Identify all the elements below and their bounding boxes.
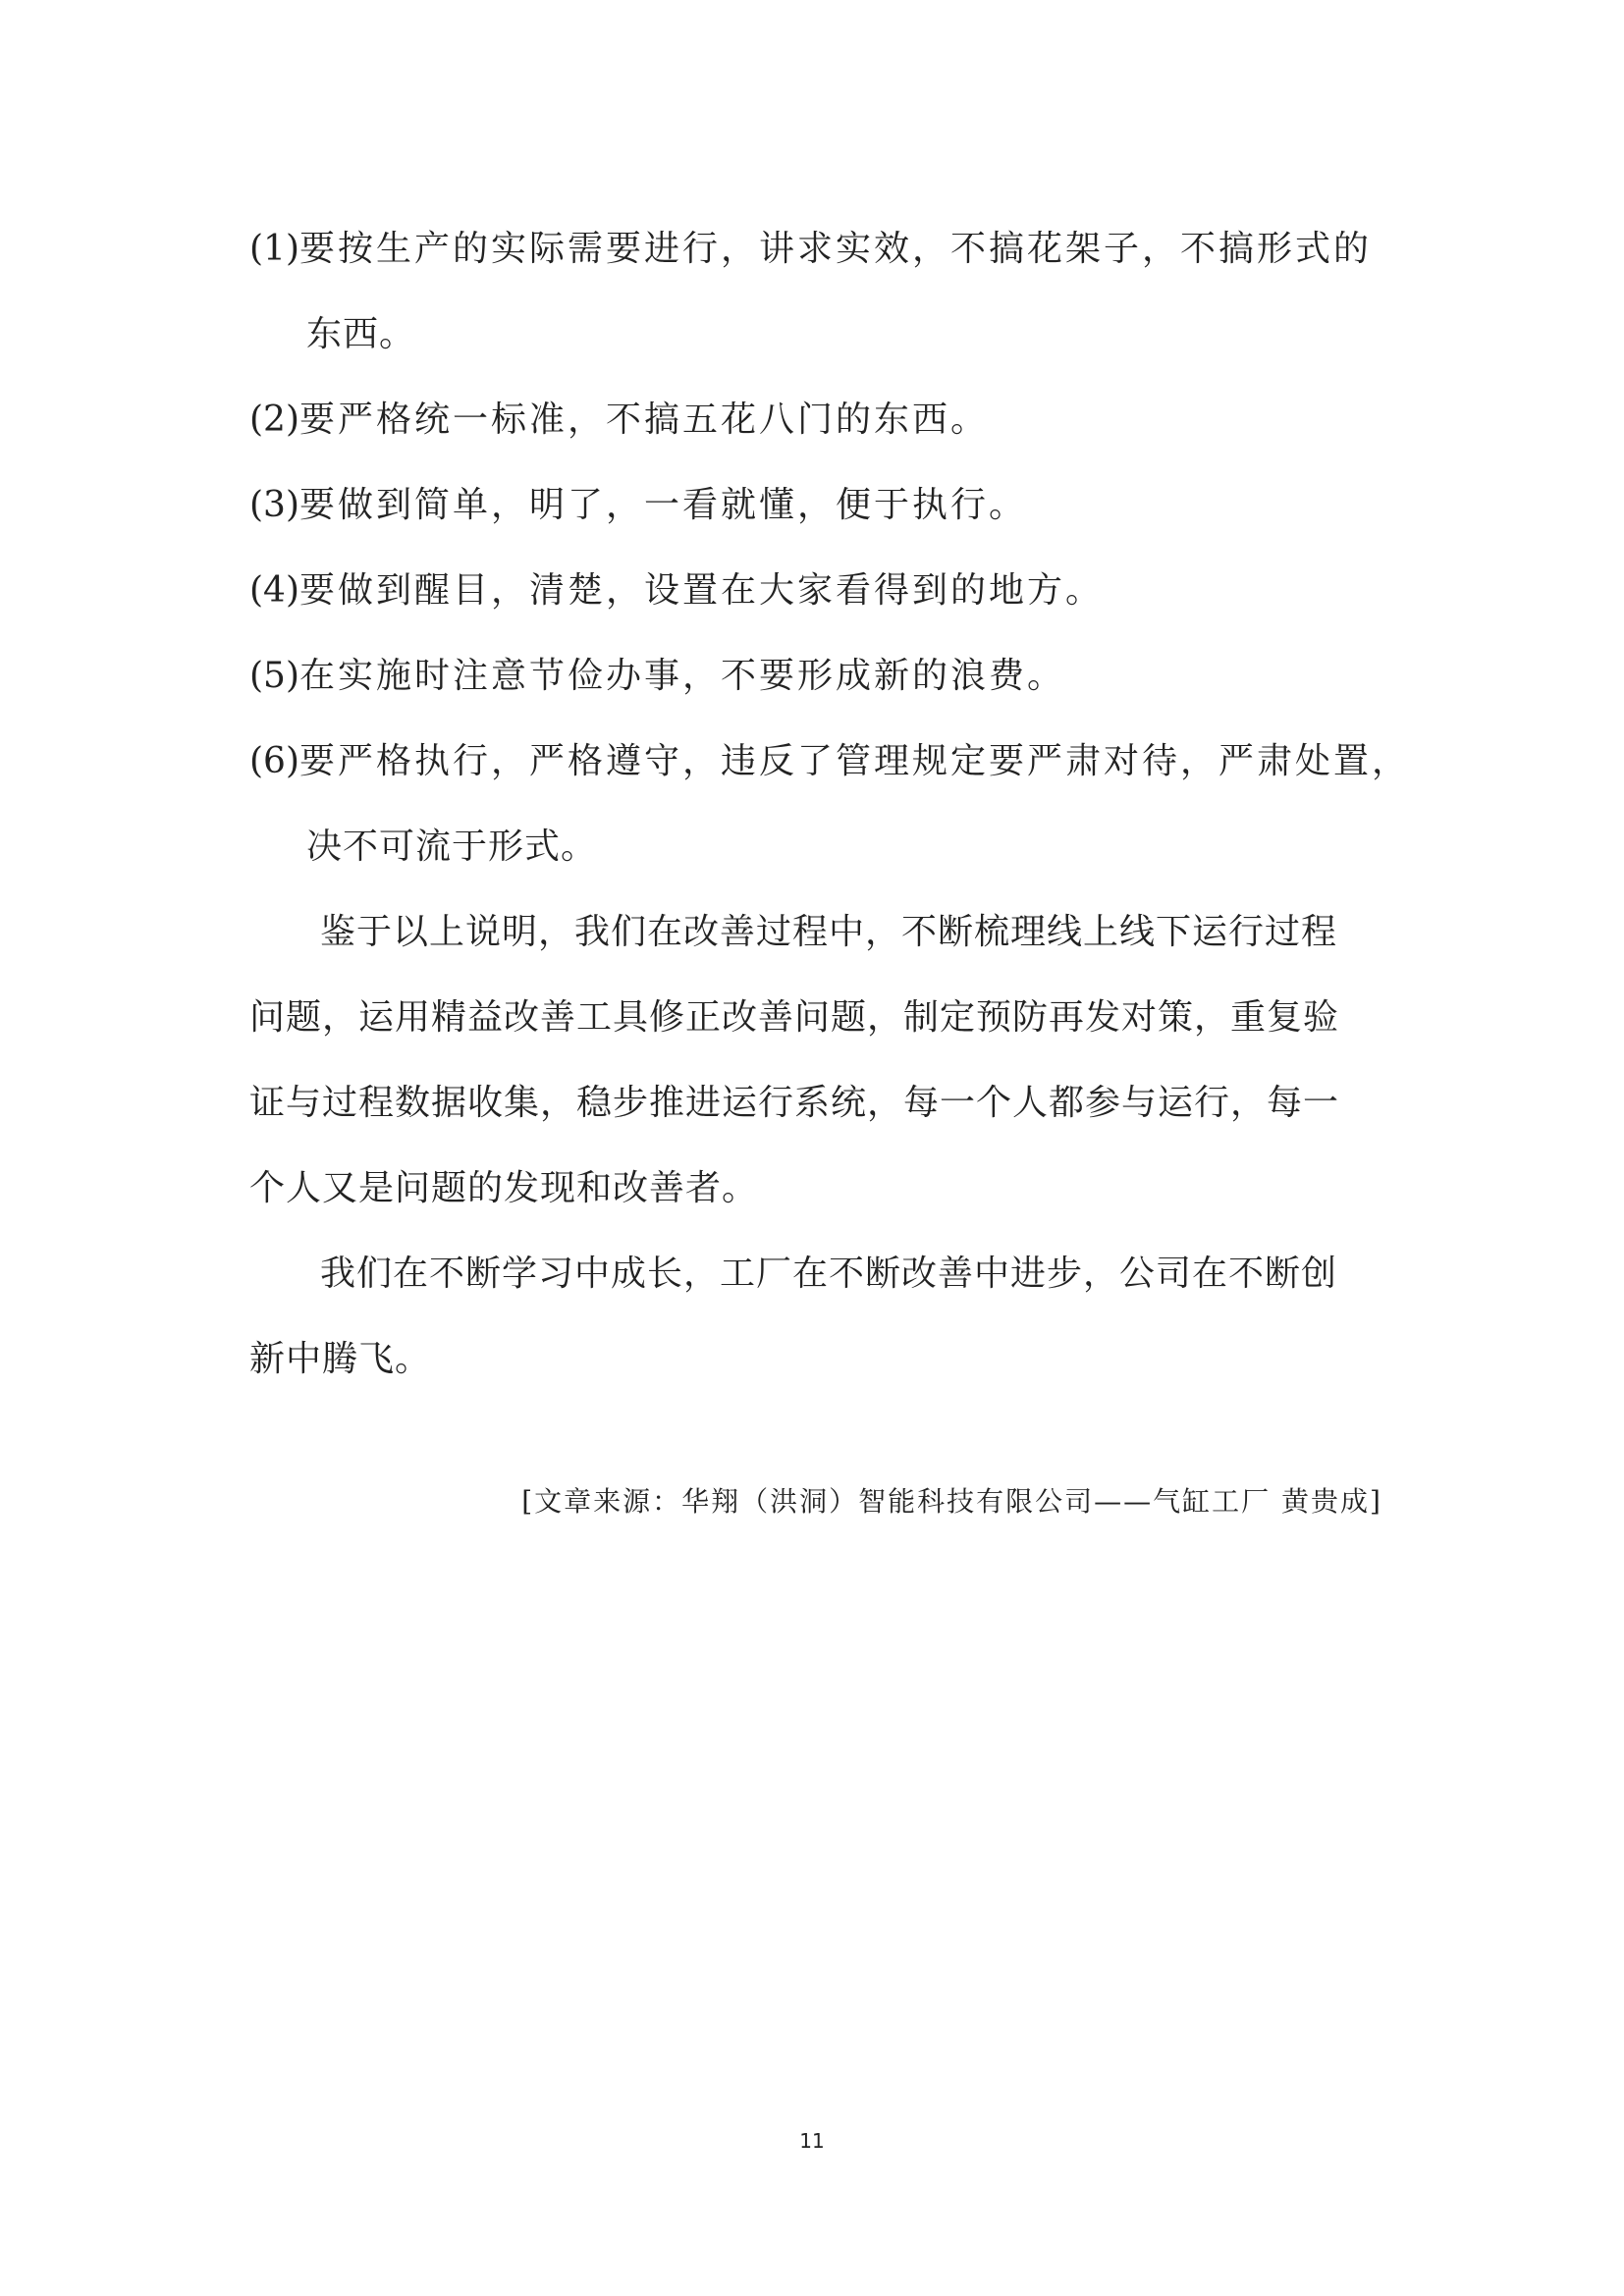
list-number: (6) xyxy=(249,741,299,781)
list-number: (2) xyxy=(249,400,299,440)
paragraph-1-line-1: 鉴于以上说明，我们在改善过程中，不断梳理线上线下运行过程 xyxy=(320,912,1338,952)
page-number: 11 xyxy=(799,2129,825,2153)
list-item-3 xyxy=(249,462,1388,548)
list-number: (5) xyxy=(249,656,299,696)
list-item-6 xyxy=(249,719,1411,804)
list-text: 要做到简单，明了，一看就懂，便于执行。 xyxy=(299,485,1028,525)
list-item-1 xyxy=(249,206,1388,292)
list-text: 在实施时注意节俭办事，不要形成新的浪费。 xyxy=(299,656,1066,696)
list-number: (3) xyxy=(249,485,299,525)
list-item-2 xyxy=(249,377,1388,462)
list-item-4 xyxy=(249,548,1388,633)
list-item-6-continuation: 决不可流于形式。 xyxy=(306,827,598,867)
paragraph-1-line-3: 证与过程数据收集，稳步推进运行系统，每一个人都参与运行，每一 xyxy=(249,1083,1340,1123)
list-number: (1) xyxy=(249,229,299,269)
list-number: (4) xyxy=(249,570,299,611)
list-text: 要严格执行，严格遵守，违反了管理规定要严肃对待，严肃处置， xyxy=(299,741,1411,781)
paragraph-2-line-1: 我们在不断学习中成长，工厂在不断改善中进步，公司在不断创 xyxy=(320,1254,1338,1294)
paragraph-1-line-4: 个人又是问题的发现和改善者。 xyxy=(249,1168,759,1208)
paragraph-1-line-2: 问题，运用精益改善工具修正改善问题，制定预防再发对策，重复验 xyxy=(249,997,1340,1038)
list-item-5 xyxy=(249,633,1388,719)
paragraph-2-line-2: 新中腾飞。 xyxy=(249,1339,432,1379)
list-text: 要按生产的实际需要进行，讲求实效，不搞花架子，不搞形式的 xyxy=(299,229,1373,269)
list-text: 要严格统一标准，不搞五花八门的东西。 xyxy=(299,400,990,440)
list-item-1-continuation: 东西。 xyxy=(306,314,416,354)
body-text xyxy=(249,206,1411,1402)
article-source: [文章来源：华翔（洪洞）智能科技有限公司——气缸工厂 黄贵成] xyxy=(521,1485,1382,1518)
list-text: 要做到醒目，清楚，设置在大家看得到的地方。 xyxy=(299,570,1105,611)
